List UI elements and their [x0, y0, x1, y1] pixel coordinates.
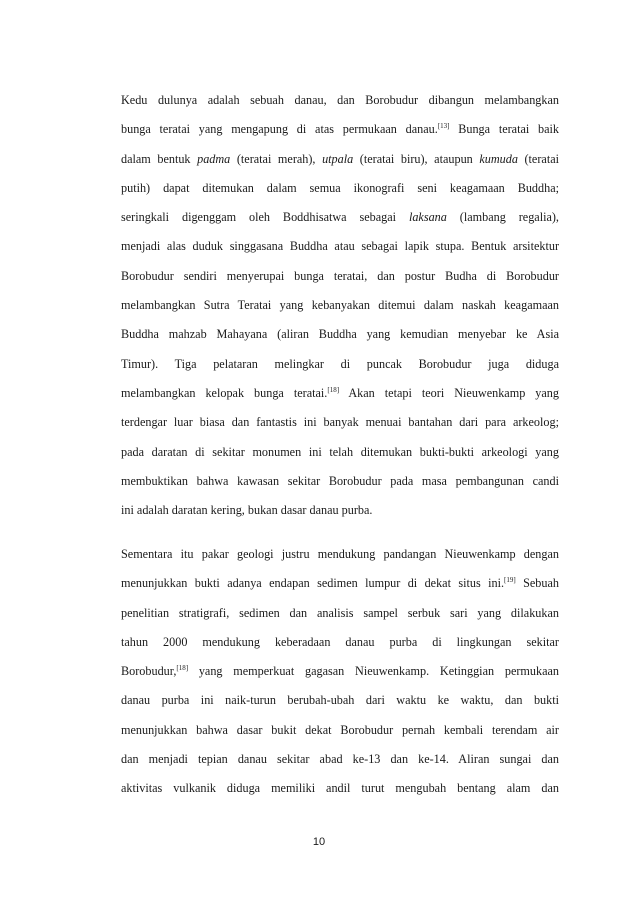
text-segment: yang memperkuat gagasan Nieuwenkamp. Ketinggian permukaan	[188, 664, 559, 679]
text-line	[121, 599, 559, 628]
text-line	[121, 350, 559, 379]
text-segment: terdengar luar biasa dan fantastis ini banyak menuai bantahan dari para arkeolog;	[121, 415, 559, 430]
text-line	[121, 145, 559, 174]
text-segment: tahun 2000 mendukung keberadaan danau purba di lingkungan sekitar	[121, 634, 559, 649]
citation-reference: [18]	[176, 664, 189, 673]
text-segment: dan menjadi tepian danau sekitar abad ke-13 dan ke-14. Aliran sungai dan	[121, 752, 559, 767]
text-segment: putih) dapat ditemukan dalam semua ikonografi seni keagamaan Buddha;	[121, 180, 559, 195]
text-line	[121, 628, 559, 657]
text-segment: Sementara itu pakar geologi justru mendukung pandangan Nieuwenkamp dengan	[121, 547, 559, 561]
text-line	[121, 174, 559, 203]
text-line	[121, 540, 559, 569]
text-line	[121, 320, 559, 349]
italic-term: utpala	[322, 151, 354, 166]
text-segment: aktivitas vulkanik diduga memiliki andil turut mengubah bentang alam dan	[121, 781, 559, 796]
text-line	[121, 291, 559, 320]
text-segment: Buddha mahzab Mahayana (aliran Buddha yang kemudian menyebar ke Asia	[121, 327, 559, 342]
text-segment: membuktikan bahwa kawasan sekitar Borobudur pada masa pembangunan candi	[121, 473, 559, 488]
text-segment: ini adalah daratan kering, bukan dasar danau purba.	[121, 503, 373, 518]
text-line	[121, 86, 559, 115]
text-line	[121, 774, 559, 803]
text-segment: bunga teratai yang mengapung di atas permukaan danau.	[121, 122, 438, 137]
text-line	[121, 657, 559, 686]
text-segment: (teratai biru), ataupun	[353, 151, 480, 166]
text-line	[121, 716, 559, 745]
text-segment: Sebuah	[515, 576, 559, 591]
text-line	[121, 232, 559, 261]
text-line	[121, 569, 559, 598]
text-line	[121, 745, 559, 774]
text-line	[121, 203, 559, 232]
text-segment: Bunga teratai baik	[449, 122, 560, 137]
text-segment: melambangkan kelopak bunga teratai.	[121, 385, 328, 400]
text-segment: Borobudur,	[121, 664, 177, 679]
italic-term: laksana	[408, 210, 447, 225]
text-segment: menunjukkan bukti adanya endapan sedimen lumpur di dekat situs ini.	[121, 576, 505, 591]
page-number: 10	[312, 836, 326, 848]
text-line	[121, 408, 559, 437]
text-segment: menjadi alas duduk singgasana Buddha atau sebagai lapik stupa. Bentuk arsitektur	[121, 239, 559, 254]
text-segment: pada daratan di sekitar monumen ini telah ditemukan bukti-bukti arkeologi yang	[121, 444, 559, 459]
text-line	[121, 115, 559, 144]
paragraph-1	[121, 86, 559, 525]
text-segment: Akan tetapi teori Nieuwenkamp yang	[339, 385, 559, 400]
text-line	[121, 379, 559, 408]
citation-reference: [13]	[437, 122, 450, 131]
text-segment: Timur). Tiga pelataran melingkar di puncak Borobudur juga diduga	[121, 356, 559, 371]
text-line	[121, 496, 559, 525]
text-segment: danau purba ini naik-turun berubah-ubah dari waktu ke waktu, dan bukti	[121, 693, 559, 708]
italic-term: padma	[197, 151, 231, 166]
text-line	[121, 686, 559, 715]
text-segment: seringkali digenggam oleh Boddhisatwa sebagai	[121, 210, 409, 225]
paragraph-2	[121, 540, 559, 804]
citation-reference: [18]	[327, 385, 340, 394]
text-line	[121, 438, 559, 467]
text-segment: (lambang regalia),	[446, 210, 559, 225]
text-line	[121, 262, 559, 291]
text-segment: penelitian stratigrafi, sedimen dan analisis sampel serbuk sari yang dilakukan	[121, 605, 559, 620]
text-line	[121, 467, 559, 496]
text-segment: Kedu dulunya adalah sebuah danau, dan Borobudur dibangun melambangkan	[121, 93, 559, 107]
text-segment: (teratai merah),	[230, 151, 323, 166]
text-segment: melambangkan Sutra Teratai yang kebanyakan ditemui dalam naskah keagamaan	[121, 298, 559, 313]
text-segment: Borobudur sendiri menyerupai bunga teratai, dan postur Budha di Borobudur	[121, 268, 559, 283]
text-segment: (teratai	[517, 151, 559, 166]
text-segment: menunjukkan bahwa dasar bukit dekat Borobudur pernah kembali terendam air	[121, 722, 559, 737]
citation-reference: [19]	[504, 576, 516, 585]
text-segment: dalam bentuk	[121, 151, 198, 166]
italic-term: kumuda	[479, 151, 518, 166]
